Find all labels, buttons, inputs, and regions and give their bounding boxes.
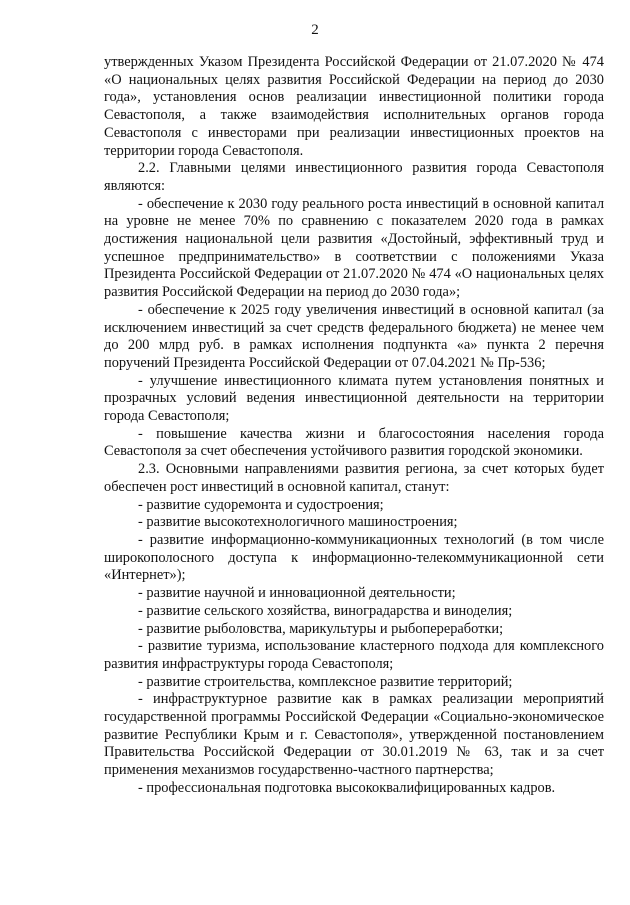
list-item-direction-ict: - развитие информационно-коммуникационных технологий (в том числе широкополосного доступа к информационно-телекоммуникационной сети «Интернет»); [104, 531, 604, 584]
document-body [104, 54, 604, 798]
paragraph-2-3-heading: 2.3. Основными направлениями развития региона, за счет которых будет обеспечен рост инвестиций в основной капитал, станут: [104, 461, 604, 495]
list-item-direction-personnel: - профессиональная подготовка высококвалифицированных кадров. [138, 779, 556, 796]
list-item-direction-science: - развитие научной и инновационной деятельности; [138, 585, 456, 602]
list-item-direction-shipbuilding: - развитие судоремонта и судостроения; [138, 496, 384, 513]
list-item-goal-investment-growth: - обеспечение к 2030 году реального роста инвестиций в основной капитал на уровне не менее 70% по сравнению с показателем 2020 года в рамках достижения национальной цели развития «Достойный, эффективный труд и успешное предпринимательство» в соответствии с положениями Указа Президента Российской Федерации от 21.07.2020 № 474 «О национальных целях развития Российской Федерации на период до 2030 года»; [104, 195, 604, 301]
list-item-direction-infrastructure: - инфраструктурное развитие как в рамках реализации мероприятий государственной программы Российской Федерации «Социально-экономическое развитие Республики Крым и г. Севастополя», утвержденной постановлением Правительства Российской Федерации от 30.01.2019 № 63, так и за счет применения механизмов государственно-частного партнерства; [104, 691, 604, 779]
list-item-direction-fishery: - развитие рыболовства, марикультуры и рыбопереработки; [138, 620, 504, 637]
paragraph-2-2-heading: 2.2. Главными целями инвестиционного развития города Севастополя являются: [104, 160, 604, 194]
list-item-direction-machine-building: - развитие высокотехнологичного машиностроения; [138, 514, 458, 531]
list-item-goal-investment-increase: - обеспечение к 2025 году увеличения инвестиций в основной капитал (за исключением инвестиций за счет средств федерального бюджета) не менее чем до 200 млрд руб. в рамках исполнения подпункта «а» пункта 2 перечня поручений Президента Российской Федерации от 07.04.2021 № Пр-536; [104, 301, 604, 371]
page-number: 2 [311, 22, 319, 38]
list-item-direction-tourism: - развитие туризма, использование кластерного подхода для комплексного развития инфраструктуры города Севастополя; [104, 638, 604, 672]
list-item-goal-quality-of-life: - повышение качества жизни и благосостояния населения города Севастополя за счет обеспечения устойчивого развития городской экономики. [104, 425, 604, 460]
list-item-direction-agriculture: - развитие сельского хозяйства, виноградарства и виноделия; [138, 602, 513, 619]
paragraph-intro-continuation: утвержденных Указом Президента Российской Федерации от 21.07.2020 № 474 «О национальных целях развития Российской Федерации на период до 2030 года», установления основ реализации инвестиционной политики города Севастополя, а также взаимодействия исполнительных органов города Севастополя с инвесторами при реализации инвестиционных проектов на территории города Севастополя. [104, 54, 604, 159]
list-item-goal-investment-climate: - улучшение инвестиционного климата путем установления понятных и прозрачных условий ведения инвестиционной деятельности на территории города Севастополя; [104, 372, 604, 425]
list-item-direction-construction: - развитие строительства, комплексное развитие территорий; [138, 673, 513, 690]
